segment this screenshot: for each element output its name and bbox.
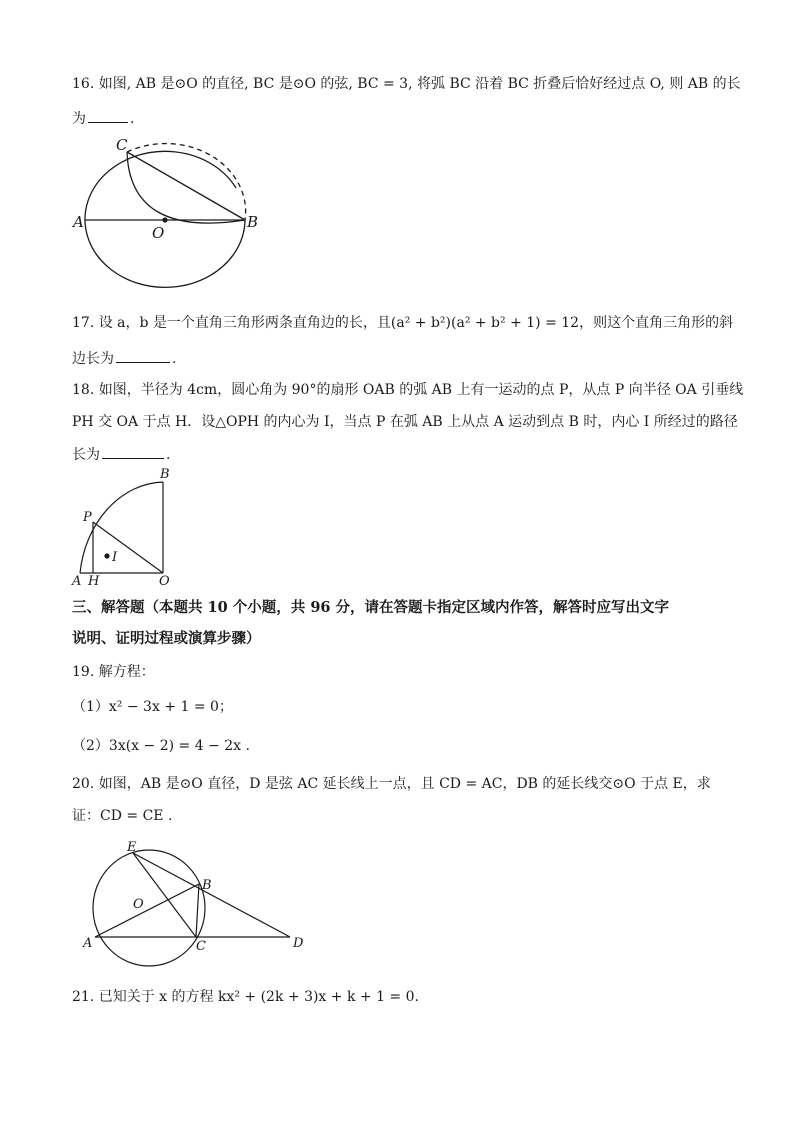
q19-title: 19. 解方程： xyxy=(72,664,155,680)
q18-line1: 18. 如图，半径为 4cm，圆心角为 90°的扇形 OAB 的弧 AB 上有一运动的点 P，从点 P 向半径 OA 引垂线 xyxy=(72,382,744,398)
q21-line1: 21. 已知关于 x 的方程 kx² + (2k + 3)x + k + 1 = 0. xyxy=(72,989,419,1005)
q18-line2: PH 交 OA 于点 H．设△OPH 的内心为 I，当点 P 在弧 AB 上从点 A 运动到点 B 时，内心 I 所经过的路径 xyxy=(72,414,738,430)
q16-circle xyxy=(85,151,245,287)
q20-label-d: D xyxy=(293,936,304,951)
q20-diameter-ab xyxy=(95,884,199,937)
q20-line-ed xyxy=(133,853,290,937)
q18-label-i: I xyxy=(112,550,118,565)
q17-prefix: 边长为 xyxy=(72,351,114,367)
q18-label-o: O xyxy=(159,574,170,589)
q18-incenter-dot xyxy=(104,553,109,558)
q20-line1: 20. 如图，AB 是⊙O 直径，D 是弦 AC 延长线上一点，且 CD = AC，DB 的延长线交⊙O 于点 E，求 xyxy=(72,776,711,792)
q20-geometry xyxy=(93,850,290,966)
q20-circle xyxy=(93,850,205,966)
q18-label-h: H xyxy=(88,574,100,589)
q16-line2 xyxy=(72,108,732,129)
q18-label-p: P xyxy=(83,510,92,525)
q20-line2: 证：CD = CE . xyxy=(72,808,173,824)
q16-line1: 16. 如图, AB 是⊙O 的直径, BC 是⊙O 的弦, BC = 3, 将弧 BC 沿着 BC 折叠后恰好经过点 O, 则 AB 的长 xyxy=(72,76,741,92)
q18-geometry xyxy=(80,482,163,573)
q16-label-o: O xyxy=(152,224,165,242)
q20-label-a: A xyxy=(83,936,93,951)
q16-center-dot xyxy=(162,217,167,222)
q20-label-b: B xyxy=(202,878,212,893)
q19-part2: （2）3x(x − 2) = 4 − 2x . xyxy=(72,738,250,754)
q18-arc-ab xyxy=(80,482,163,573)
q16-label-c: C xyxy=(116,136,128,154)
q18-prefix: 长为 xyxy=(72,447,100,463)
q18-segment-po xyxy=(93,522,163,573)
q18-suffix: . xyxy=(166,447,171,463)
q16-label-a: A xyxy=(73,213,84,231)
q17-line2 xyxy=(72,348,732,369)
section3-heading-line2: 说明、证明过程或演算步骤） xyxy=(72,630,261,647)
q19-part1: （1）x² − 3x + 1 = 0； xyxy=(72,699,233,715)
q18-label-b: B xyxy=(160,467,170,482)
q16-geometry xyxy=(85,144,246,288)
q20-line-ec xyxy=(133,853,196,937)
q18-label-a: A xyxy=(72,574,82,589)
q16-prefix: 为 xyxy=(72,111,86,127)
q20-label-c: C xyxy=(196,939,206,954)
q20-label-o: O xyxy=(133,897,144,912)
q17-line1: 17. 设 a，b 是一个直角三角形两条直角边的长，且(a² + b²)(a² + b² + 1) = 12，则这个直角三角形的斜 xyxy=(72,315,734,331)
q17-answer-blank xyxy=(116,348,170,363)
q16-dashed-arc xyxy=(127,144,246,220)
q16-suffix: . xyxy=(130,111,135,127)
q16-chord-bc xyxy=(127,152,245,220)
q16-label-b: B xyxy=(247,213,259,231)
q16-folded-arc xyxy=(127,152,245,223)
q18-answer-blank xyxy=(102,444,164,459)
q20-line-bc xyxy=(196,884,199,937)
section3-heading-line1: 三、解答题（本题共 10 个小题，共 96 分，请在答题卡指定区域内作答，解答时应写出文字 xyxy=(72,599,670,616)
q18-line3 xyxy=(72,444,732,465)
q17-suffix: . xyxy=(172,351,177,367)
q16-answer-blank xyxy=(88,108,128,123)
q20-label-e: E xyxy=(127,840,137,855)
